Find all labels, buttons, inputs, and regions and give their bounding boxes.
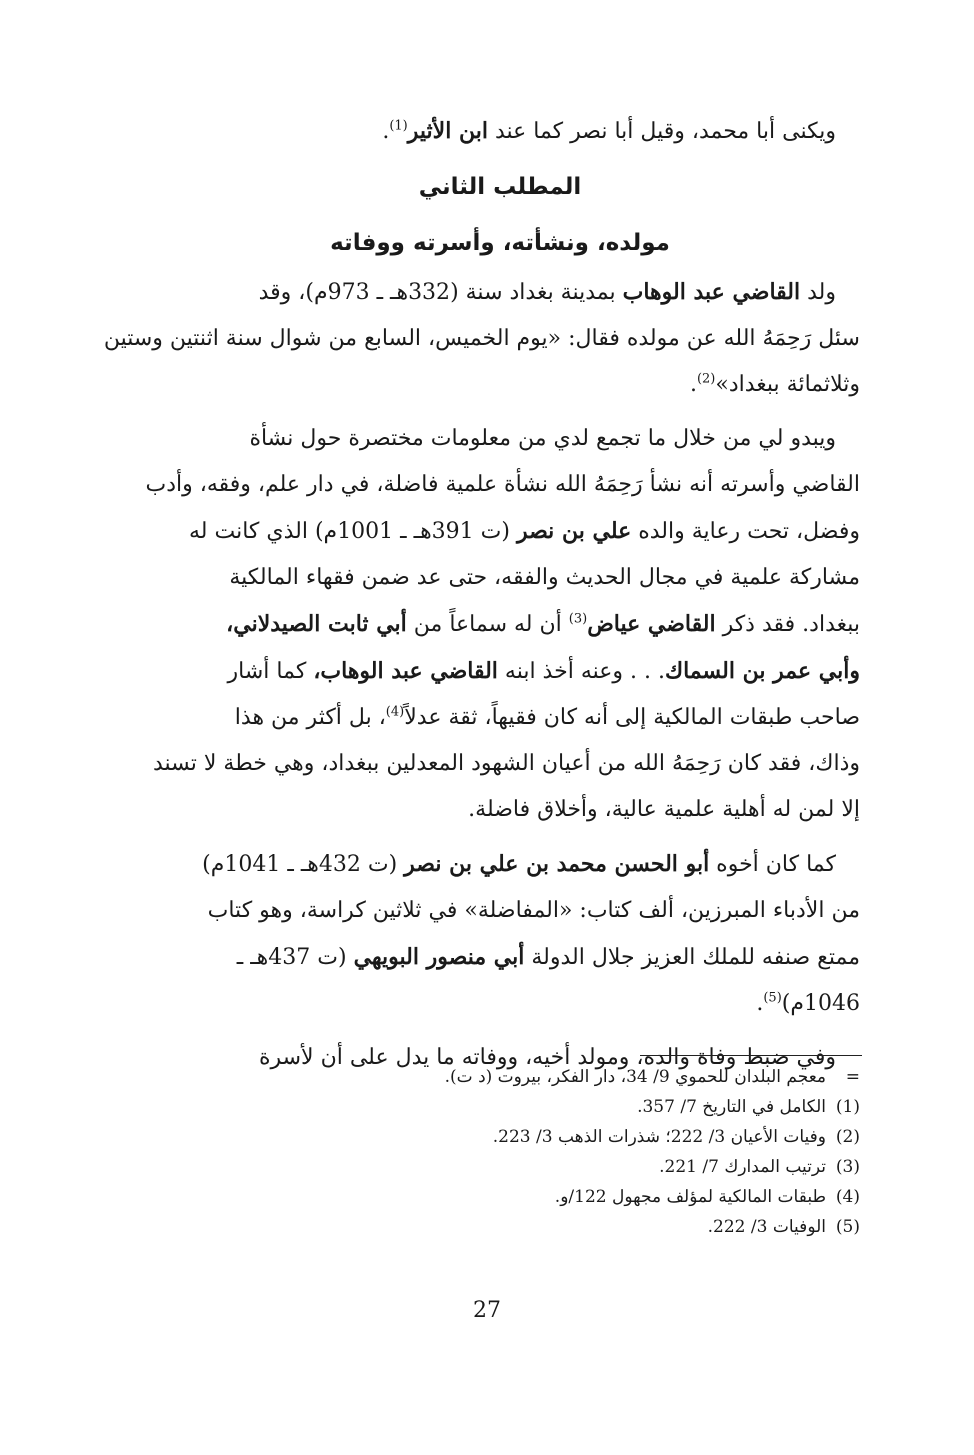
paragraph-2 bbox=[140, 416, 860, 833]
text-run: . bbox=[756, 991, 764, 1016]
text-line bbox=[140, 108, 860, 155]
footnote-text: الوفيات 3/ 222. bbox=[707, 1217, 826, 1237]
footnote-item bbox=[140, 1092, 860, 1122]
text-line: مشاركة علمية في مجال الحديث والفقه، حتى عد ضمن فقهاء المالكية bbox=[229, 565, 860, 590]
text-line bbox=[140, 841, 860, 888]
footnote-item bbox=[140, 1182, 860, 1212]
text-run: . . . وعنه أخذ ابنه bbox=[497, 659, 665, 684]
text-run: ولد bbox=[800, 280, 836, 305]
text-line: ويبدو لي من خلال ما تجمع لدي من معلومات مختصرة حول نشأة bbox=[249, 426, 836, 451]
footnote-text: ترتيب المدارك 7/ 221. bbox=[659, 1157, 826, 1177]
section-heading bbox=[140, 163, 860, 213]
text-line bbox=[140, 981, 860, 1027]
text-run: ويكنى أبا محمد، وقيل أبا نصر كما عند bbox=[487, 119, 836, 144]
text-line bbox=[140, 695, 860, 741]
text-run: ممتع صنفه للملك العزيز جلال الدولة bbox=[524, 945, 860, 970]
text-run: كما كان أخوه bbox=[709, 852, 836, 877]
text-run: (ت 391هـ ـ 1001م) الذي كانت له bbox=[189, 519, 517, 544]
text-run: ببغداد. فقد ذكر bbox=[715, 612, 860, 637]
footnote-text: معجم البلدان للحموي 9/ 34، دار الفكر، بيروت (د ت). bbox=[444, 1067, 826, 1087]
text-line: من الأدباء المبرزين، ألف كتاب: «المفاضلة» في ثلاثين كراسة، وهو كتاب bbox=[207, 898, 860, 923]
footnote-ref: (2) bbox=[696, 371, 716, 387]
text-run: وفضل، تحت رعاية والده bbox=[631, 519, 860, 544]
footnote-item bbox=[140, 1212, 860, 1242]
bold-name: علي بن نصر bbox=[516, 518, 632, 544]
footnote-number: (1) bbox=[835, 1097, 860, 1117]
text-line bbox=[140, 648, 860, 695]
text-run: (ت 437هـ ـ bbox=[236, 945, 354, 970]
bold-name: القاضي عياض bbox=[587, 611, 716, 637]
text-run: أن له سماعاً من bbox=[406, 612, 569, 637]
footnote-ref: (3) bbox=[568, 611, 588, 627]
footnote-ref: (5) bbox=[763, 990, 782, 1006]
text-run: كما أشار bbox=[227, 659, 314, 684]
footnote-number: (3) bbox=[835, 1157, 860, 1177]
text-run: (ت 432هـ ـ 1041م) bbox=[202, 852, 405, 877]
bold-name: أبو الحسن محمد بن علي بن نصر bbox=[404, 851, 710, 877]
footnote-number: (2) bbox=[835, 1127, 860, 1147]
bold-name: وأبي عمر بن السماك bbox=[664, 658, 860, 684]
main-text bbox=[103, 108, 860, 1089]
footnote-item bbox=[140, 1062, 860, 1092]
footnote-separator bbox=[640, 1055, 862, 1056]
paragraph-3 bbox=[140, 841, 860, 1027]
footnote-number: (4) bbox=[835, 1187, 860, 1207]
footnote-number: (5) bbox=[835, 1217, 860, 1237]
bold-name: أبي منصور البويهي bbox=[353, 944, 525, 970]
bold-name: القاضي عبد الوهاب، bbox=[313, 658, 498, 684]
footnote-item bbox=[140, 1122, 860, 1152]
text-line bbox=[140, 934, 860, 981]
intro-paragraph bbox=[140, 108, 860, 155]
text-run: بمدينة بغداد سنة (332هـ ـ 973م)، وقد bbox=[258, 280, 623, 305]
text-run: صاحب طبقات المالكية إلى أنه كان فقيهاً، ثقة عدلاً bbox=[404, 705, 860, 730]
text-line bbox=[140, 269, 860, 316]
footnote-item bbox=[140, 1152, 860, 1182]
text-line bbox=[140, 508, 860, 555]
text-line bbox=[140, 362, 860, 408]
footnote-text: طبقات المالكية لمؤلف مجهول 122/و. bbox=[554, 1187, 826, 1207]
bold-name: القاضي عبد الوهاب bbox=[622, 279, 801, 305]
bold-name: ابن الأثير bbox=[407, 118, 488, 144]
text-run: . bbox=[382, 119, 390, 144]
text-line: إلا لمن له أهلية علمية عالية، وأخلاق فاضلة. bbox=[468, 797, 860, 822]
text-line: وفي ضبط وفاة والده، ومولد أخيه، ووفاته ما يدل على أن لأسرة bbox=[258, 1045, 836, 1070]
footnote-ref: (4) bbox=[385, 704, 405, 720]
footnotes bbox=[140, 1062, 860, 1242]
text-line bbox=[140, 601, 860, 648]
footnote-text: الكامل في التاريخ 7/ 357. bbox=[637, 1097, 826, 1117]
text-run: ، بل أكثر من هذا bbox=[234, 705, 386, 730]
heading-text: المطلب الثاني bbox=[418, 174, 582, 200]
footnote-number: = bbox=[845, 1067, 860, 1087]
bold-name: أبي ثابت الصيدلاني، bbox=[226, 611, 407, 637]
text-line: القاضي وأسرته أنه نشأ رَحِمَهُ الله نشأة علمية فاضلة، في دار علم، وفقه، وأدب bbox=[145, 472, 860, 497]
text-line: سئل رَحِمَهُ الله عن مولده فقال: «يوم الخميس، السابع من شوال سنة اثنتين وستين bbox=[103, 326, 860, 351]
section-subheading: مولده، ونشأته، وأسرته ووفاته bbox=[330, 230, 670, 256]
text-run: . bbox=[689, 372, 697, 397]
footnote-text: وفيات الأعيان 3/ 222؛ شذرات الذهب 3/ 223. bbox=[492, 1127, 826, 1147]
text-run: 1046م) bbox=[781, 991, 860, 1016]
text-run: وثلاثمائة ببغداد» bbox=[715, 372, 860, 397]
text-line: وذاك، فقد كان رَحِمَهُ الله من أعيان الشهود المعدلين ببغداد، وهي خطة لا تسند bbox=[152, 751, 860, 776]
footnote-ref: (1) bbox=[389, 118, 408, 134]
page-number: 27 bbox=[473, 1298, 501, 1323]
paragraph-1 bbox=[103, 269, 860, 408]
